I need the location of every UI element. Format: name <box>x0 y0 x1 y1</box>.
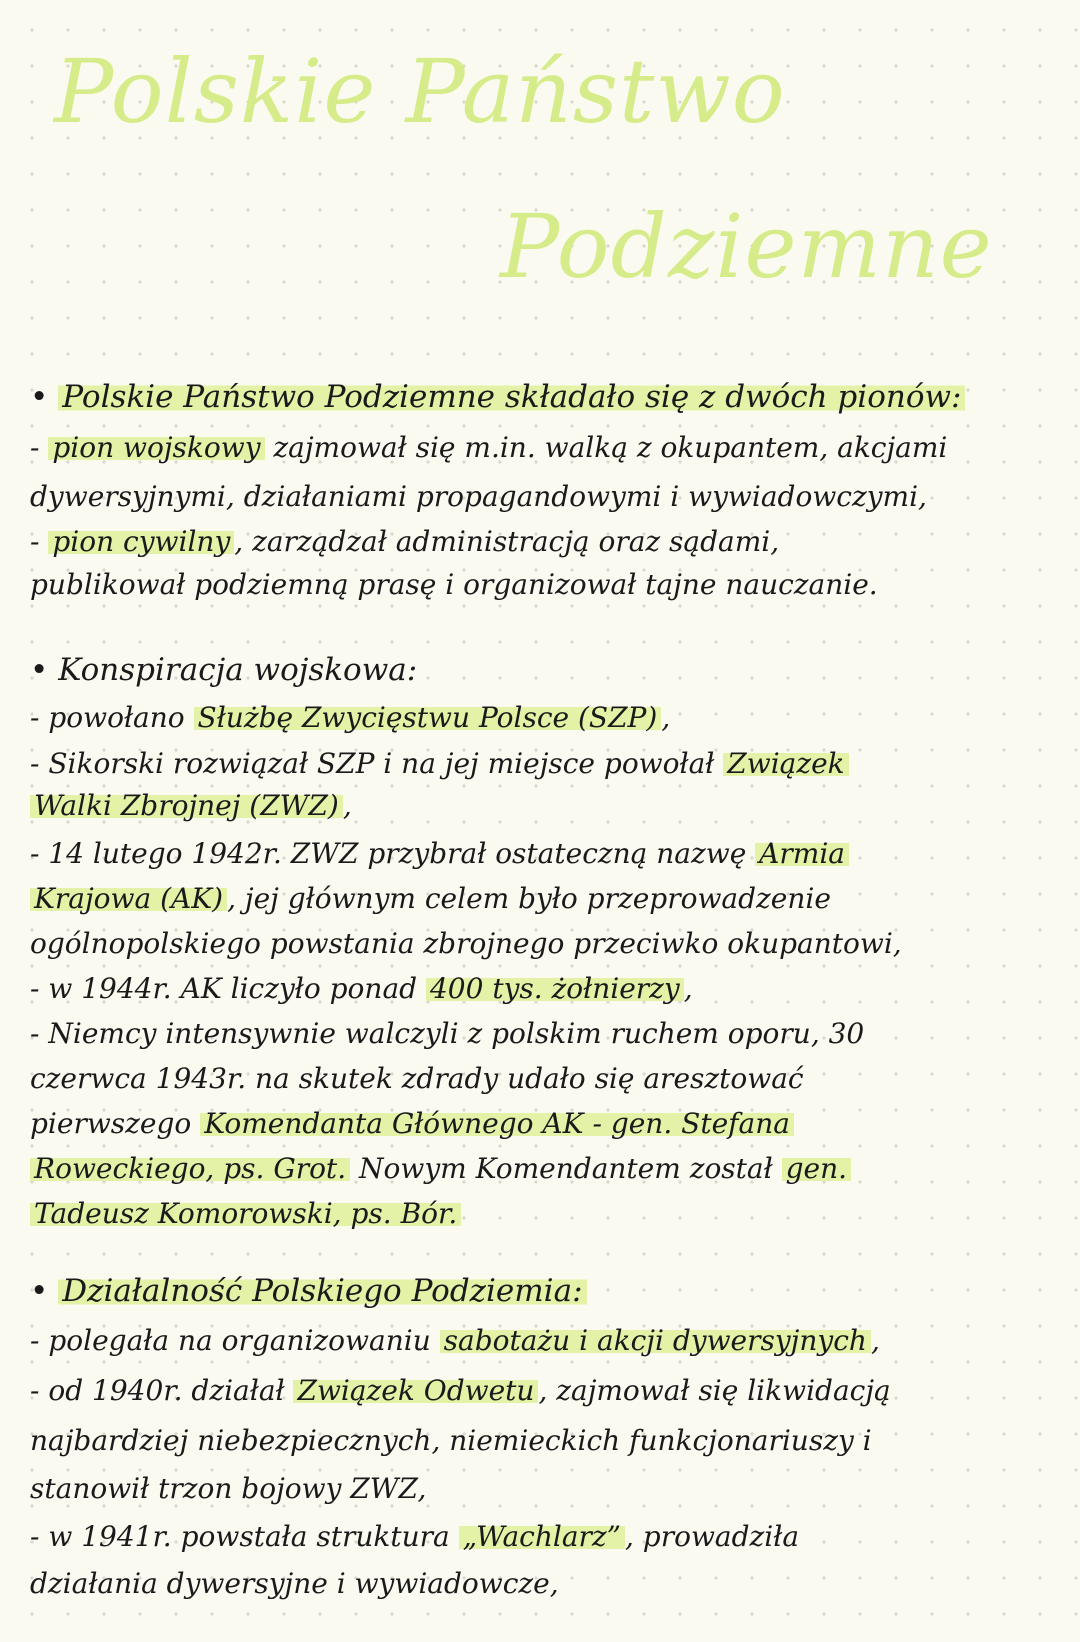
bullet-icon: • <box>30 1273 49 1309</box>
bullet-icon: • <box>30 652 49 688</box>
page-title-line-2: Podziemne <box>500 195 993 298</box>
section-3-line: - w 1941r. powstała struktura „Wachlarz” , prowadziła <box>30 1520 800 1553</box>
section-3-heading: • Działalność Polskiego Podziemia: <box>30 1272 587 1310</box>
section-3-line: stanowił trzon bojowy ZWZ, <box>30 1472 427 1505</box>
section-2-line: pierwszego Komendanta Głównego AK - gen. Stefana <box>30 1105 794 1143</box>
section-2-line: Roweckiego, ps. Grot. Nowym Komendantem został gen. <box>30 1150 851 1188</box>
section-2-line: Krajowa (AK) , jej głównym celem było przeprowadzenie <box>30 880 831 918</box>
section-2-line: - 14 lutego 1942r. ZWZ przybrał ostateczną nazwę Armia <box>30 835 849 873</box>
section-2-line: - powołano Służbę Zwycięstwu Polsce (SZP) , <box>30 701 671 734</box>
section-1-heading: • Polskie Państwo Podziemne składało się z dwóch pionów: <box>30 378 965 416</box>
section-1-line: dywersyjnymi, działaniami propagandowymi i wywiadowczymi, <box>30 480 927 513</box>
section-2-line: Tadeusz Komorowski, ps. Bór. <box>30 1195 461 1233</box>
section-2-line: - Sikorski rozwiązał SZP i na jej miejsce powołał Związek <box>30 745 849 783</box>
section-2-line: czerwca 1943r. na skutek zdrady udało się aresztować <box>30 1062 804 1095</box>
section-3-line: działania dywersyjne i wywiadowcze, <box>30 1567 559 1600</box>
section-3-line: - polegała na organizowaniu sabotażu i akcji dywersyjnych , <box>30 1324 880 1357</box>
page-title-line-1: Polskie Państwo <box>54 40 786 143</box>
section-1-line: publikował podziemną prasę i organizował tajne nauczanie. <box>30 568 878 601</box>
section-1-line: - pion wojskowy zajmował się m.in. walką z okupantem, akcjami <box>30 431 948 464</box>
section-2-line: Walki Zbrojnej (ZWZ) , <box>30 787 352 825</box>
section-3-line: najbardziej niebezpiecznych, niemieckich funkcjonariuszy i <box>30 1424 872 1457</box>
section-2-heading: • Konspiracja wojskowa: <box>30 652 418 688</box>
section-1-line: - pion cywilny , zarządzał administracją oraz sądami, <box>30 525 780 558</box>
section-2-line: - Niemcy intensywnie walczyli z polskim ruchem oporu, 30 <box>30 1017 865 1050</box>
section-3-line: - od 1940r. działał Związek Odwetu , zajmował się likwidacją <box>30 1374 891 1407</box>
section-2-line: ogólnopolskiego powstania zbrojnego przeciwko okupantowi, <box>30 927 902 960</box>
bullet-icon: • <box>30 379 49 415</box>
section-2-line: - w 1944r. AK liczyło ponad 400 tys. żołnierzy , <box>30 972 693 1005</box>
